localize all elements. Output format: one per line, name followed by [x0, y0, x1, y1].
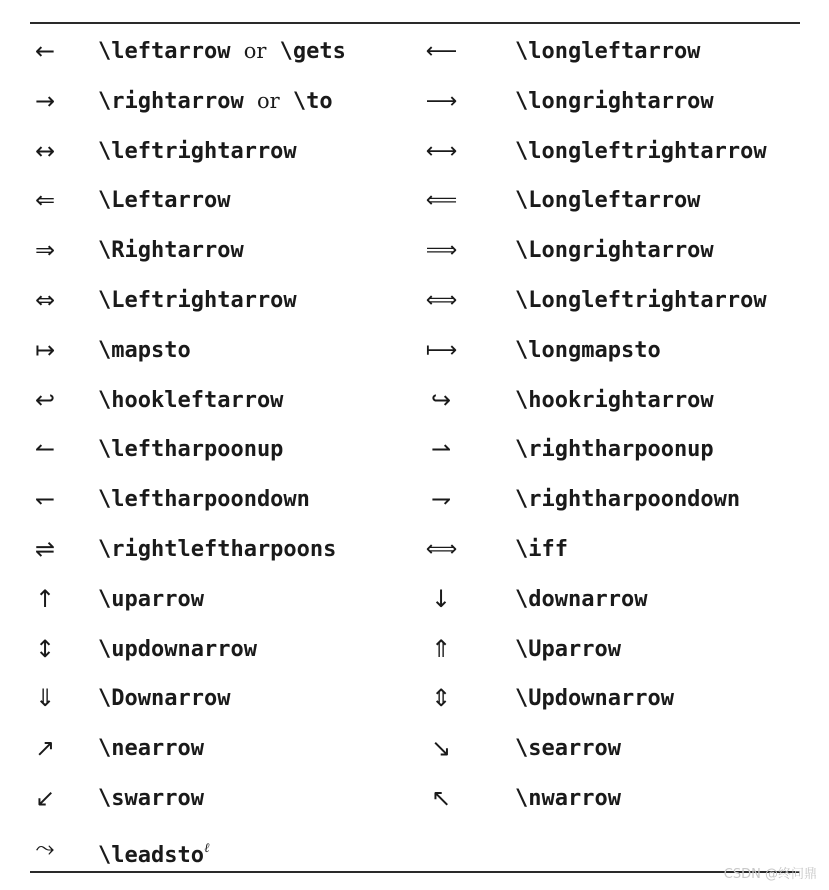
arrow-symbol: ↩ [34, 385, 56, 414]
latex-command: \mapsto [98, 337, 191, 363]
latex-command: \Longleftarrow [515, 188, 701, 214]
latex-command: \leftarrow or \gets [98, 39, 346, 64]
arrow-symbol: ↼ [34, 435, 56, 464]
arrow-symbol: ↔ [34, 136, 56, 165]
footnote-superscript: ℓ [203, 840, 210, 856]
latex-command: \Updownarrow [515, 686, 674, 712]
table-row [30, 774, 800, 824]
arrow-symbol: ↙ [34, 783, 56, 812]
connector-text: or [256, 88, 280, 113]
table-row [30, 625, 800, 675]
table-row [30, 27, 800, 77]
latex-command: \Leftrightarrow [98, 287, 297, 313]
table-row [30, 176, 800, 226]
table-row [30, 77, 800, 127]
latex-command: \leftrightarrow [98, 138, 297, 164]
arrow-symbol: ⟹ [425, 238, 457, 264]
latex-command: \Rightarrow [98, 238, 244, 264]
latex-command: \leadsto$^\ell$ [98, 840, 210, 868]
table-row [30, 525, 800, 575]
latex-command: \longleftarrow [515, 39, 701, 64]
arrow-symbol: ⇐ [34, 186, 56, 215]
arrow-symbol: ↕ [34, 634, 56, 663]
arrow-symbol: ⇀ [430, 435, 452, 464]
table-bottom-rule [30, 871, 800, 873]
table-row [30, 276, 800, 326]
latex-command: \swarrow [98, 785, 204, 811]
arrow-symbol: → [34, 86, 56, 115]
arrow-symbol: ↦ [34, 335, 56, 364]
table-row [30, 724, 800, 774]
arrow-symbol: ⇒ [34, 236, 56, 265]
arrow-symbol: ⟺ [425, 287, 457, 313]
arrow-symbol: ⇓ [34, 684, 56, 713]
latex-command: \longmapsto [515, 337, 661, 363]
arrow-symbol: ⟷ [425, 138, 457, 164]
table-row [30, 475, 800, 525]
table-row [30, 326, 800, 376]
arrow-symbol: ↑ [34, 584, 56, 613]
arrow-symbol: ↓ [430, 584, 452, 613]
arrow-symbol: ⇕ [430, 684, 452, 713]
latex-command: \uparrow [98, 586, 204, 612]
latex-command: \hookleftarrow [98, 387, 284, 413]
table-row [30, 575, 800, 625]
latex-command: \Downarrow [98, 686, 231, 712]
latex-command: \rightharpoondown [515, 487, 741, 513]
table-row [30, 376, 800, 426]
latex-command: \iff [515, 536, 568, 562]
latex-command: \longrightarrow [515, 88, 714, 114]
latex-command: \Leftarrow [98, 188, 231, 214]
arrow-symbols-table [30, 27, 800, 874]
latex-command: \Longrightarrow [515, 238, 714, 264]
latex-command: \Uparrow [515, 636, 621, 662]
latex-command: \nearrow [98, 736, 204, 762]
arrow-symbol: ⤳ [35, 833, 55, 862]
arrow-symbol: ⇑ [430, 634, 452, 663]
latex-command: \rightharpoonup [515, 437, 714, 463]
arrow-symbol: ↗ [34, 734, 56, 763]
arrow-symbol: ⟵ [425, 39, 457, 64]
watermark-text: CSDN @终问鼎 [723, 867, 817, 882]
latex-command: \downarrow [515, 586, 648, 612]
arrow-symbol: ⟺ [425, 536, 457, 562]
latex-command: \nwarrow [515, 785, 621, 811]
connector-text: or [243, 39, 267, 63]
latex-command: \longleftrightarrow [515, 138, 767, 164]
arrow-symbol: ← [34, 37, 56, 65]
arrow-symbol: ↖ [430, 783, 452, 812]
latex-command: \leftharpoonup [98, 437, 284, 463]
arrow-symbol: ⇌ [34, 534, 56, 563]
table-row [30, 127, 800, 177]
arrow-symbol: ↘ [430, 734, 452, 763]
arrow-symbol: ⟶ [425, 88, 457, 114]
arrow-symbol: ↽ [34, 485, 56, 514]
latex-command: \rightarrow or \to [98, 88, 333, 114]
arrow-symbol: ↪ [430, 385, 452, 414]
latex-command: \searrow [515, 736, 621, 762]
latex-command: \hookrightarrow [515, 387, 714, 413]
table-top-rule [30, 22, 800, 24]
arrow-symbol: ⇔ [34, 285, 56, 314]
table-row [30, 425, 800, 475]
arrow-symbol: ⟸ [425, 188, 457, 214]
latex-command: \Longleftrightarrow [515, 287, 767, 313]
table-row [30, 226, 800, 276]
latex-command: \updownarrow [98, 636, 257, 662]
arrow-symbol: ⟼ [425, 337, 457, 363]
latex-command: \rightleftharpoons [98, 536, 337, 562]
table-row [30, 824, 800, 874]
latex-command: \leftharpoondown [98, 487, 310, 513]
arrow-symbol: ⇁ [430, 485, 452, 514]
table-row [30, 674, 800, 724]
